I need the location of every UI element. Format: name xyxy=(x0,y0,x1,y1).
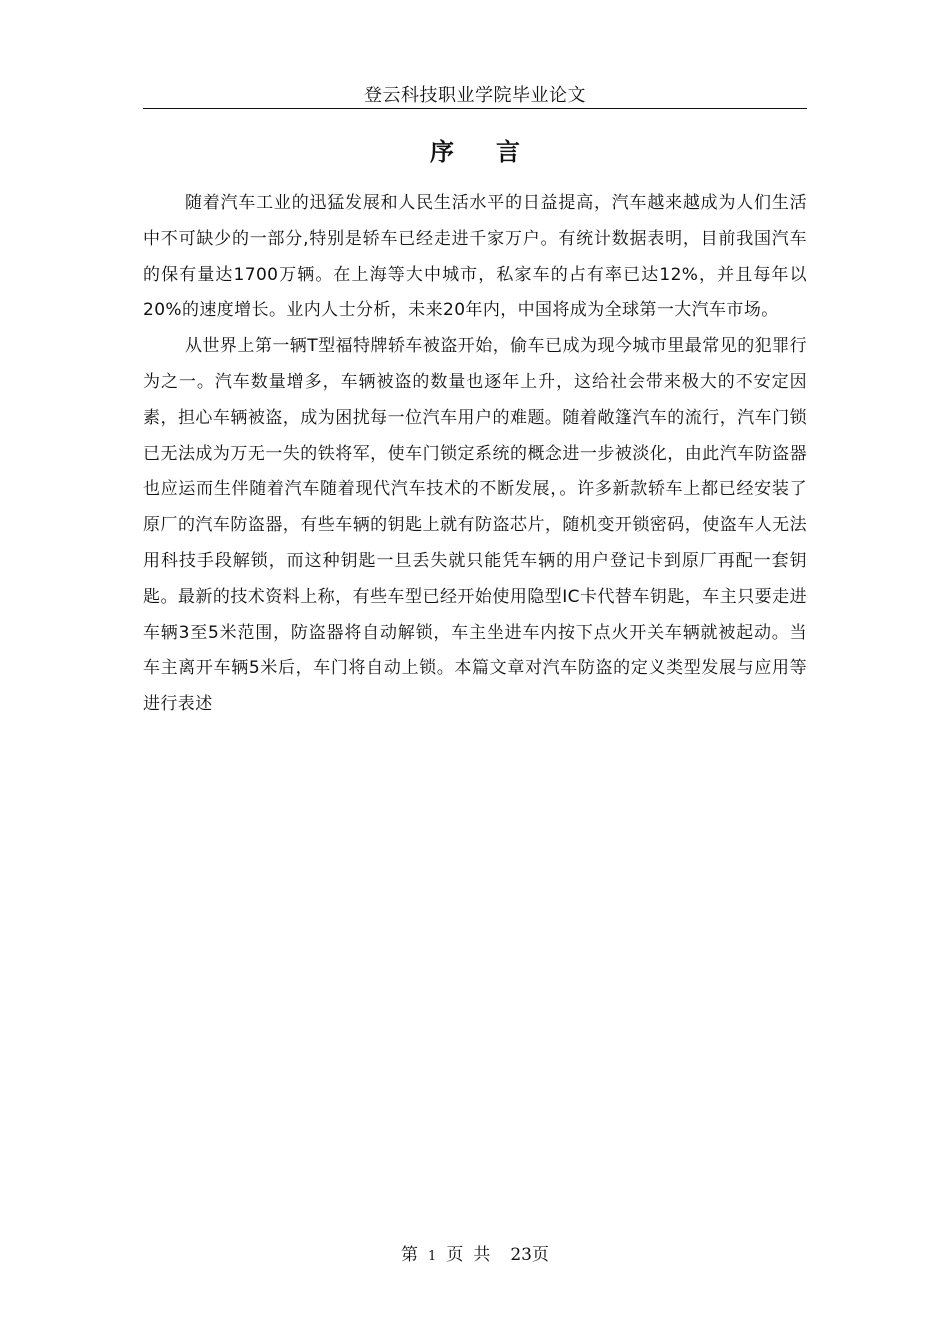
header-divider xyxy=(143,108,807,109)
paragraph-1: 随着汽车工业的迅猛发展和人民生活水平的日益提高，汽车越来越成为人们生活中不可缺少的一部分,特别是轿车已经走进千家万户。有统计数据表明，目前我国汽车的保有量达1700万辆。在上海等大中城市，私家车的占有率已达12%，并且每年以20%的速度增长。业内人士分析，未来20年内，中国将成为全球第一大汽车市场。 xyxy=(143,193,807,321)
footer-current-page: 1 xyxy=(428,1249,437,1264)
footer-total-pages: 23 xyxy=(510,1245,532,1265)
footer-label-ye: 页 xyxy=(446,1245,464,1265)
paragraph-2: 从世界上第一辆T型福特牌轿车被盗开始，偷车已成为现今城市里最常见的犯罪行为之一。汽车数量增多，车辆被盗的数量也逐年上升，这给社会带来极大的不安定因素，担心车辆被盗，成为困扰每一位汽车用户的难题。随着敞篷汽车的流行，汽车门锁已无法成为万无一失的铁将军，使车门锁定系统的概念进一步被淡化，由此汽车防盗器也应运而生伴随着汽车随着现代汽车技术的不断发展，。许多新款轿车上都已经安装了原厂的汽车防盗器，有些车辆的钥匙上就有防盗芯片，随机变开锁密码，使盗车人无法用科技手段解锁，而这种钥匙一旦丢失就只能凭车辆的用户登记卡到原厂再配一套钥匙。最新的技术资料上称，有些车型已经开始使用隐型IC卡代替车钥匙，车主只要走进车辆3至5米范围，防盗器将自动解锁，车主坐进车内按下点火开关车辆就被起动。当车主离开车辆5米后，车门将自动上锁。本篇文章对汽车防盗的定义类型发展与应用等进行表述 xyxy=(143,336,807,715)
body-text xyxy=(143,186,807,723)
footer-label-gong: 共 xyxy=(473,1245,491,1265)
section-title-part1: 序 xyxy=(430,138,454,166)
section-title xyxy=(143,136,807,168)
running-header-title: 登云科技职业学院毕业论文 xyxy=(364,85,586,106)
page-footer xyxy=(143,1243,807,1269)
footer-label-di: 第 xyxy=(401,1245,419,1265)
section-title-part2: 言 xyxy=(496,138,520,166)
footer-label-ye2: 页 xyxy=(531,1245,549,1265)
